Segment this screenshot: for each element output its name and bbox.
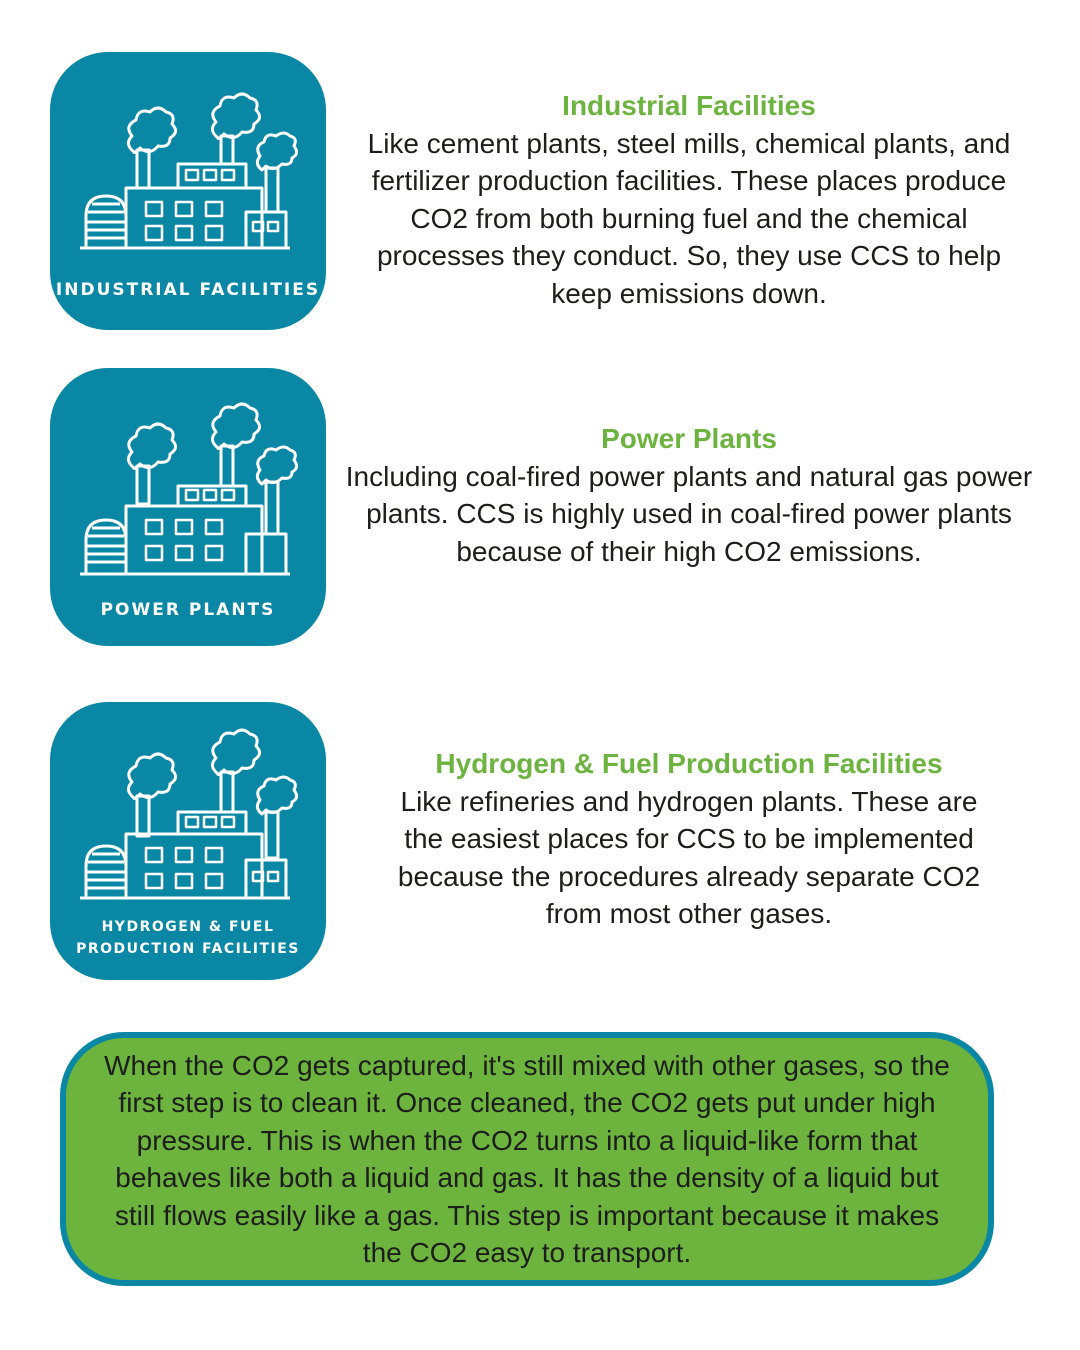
section-body: Like cement plants, steel mills, chemical plants, and fertilizer production facilities. These places produce CO2 from both burning fuel and the chemical processes they conduct. So, they use CCS to help keep emissions down.	[367, 127, 1011, 309]
section-industrial-facilities	[344, 87, 1034, 312]
tile-label	[50, 916, 326, 960]
tile-label-line: POWER PLANTS	[100, 600, 276, 620]
section-hydrogen-fuel	[344, 745, 1034, 933]
tile-label-line: PRODUCTION FACILITIES	[76, 941, 300, 957]
tile-label	[50, 598, 326, 622]
tile-power-plants	[50, 368, 326, 646]
callout-box	[60, 1032, 994, 1286]
tile-label	[50, 278, 326, 302]
section-power-plants	[344, 420, 1034, 570]
tile-label-line: HYDROGEN & FUEL	[101, 919, 275, 935]
section-heading: Power Plants	[601, 423, 777, 454]
section-body: Like refineries and hydrogen plants. These are the easiest places for CCS to be implemented because the procedures already separate CO2 from most other gases.	[397, 785, 981, 929]
section-heading: Industrial Facilities	[562, 90, 816, 121]
tile-hydrogen-fuel	[50, 702, 326, 980]
tile-industrial-facilities	[50, 52, 326, 330]
section-heading: Hydrogen & Fuel Production Facilities	[435, 748, 943, 779]
callout-text: When the CO2 gets captured, it's still mixed with other gases, so the first step is to clean it. Once cleaned, the CO2 gets put under high pressure. This is when the CO2 turns into a liquid-like form that behaves like both a liquid and gas. It has the density of a liquid but still flows easily like a gas. This step is important because it makes the CO2 easy to transport.	[104, 1049, 950, 1268]
section-body: Including coal-fired power plants and natural gas power plants. CCS is highly used in coal-fired power plants because of their high CO2 emissions.	[345, 460, 1033, 567]
tile-label-line: INDUSTRIAL FACILITIES	[55, 280, 321, 300]
